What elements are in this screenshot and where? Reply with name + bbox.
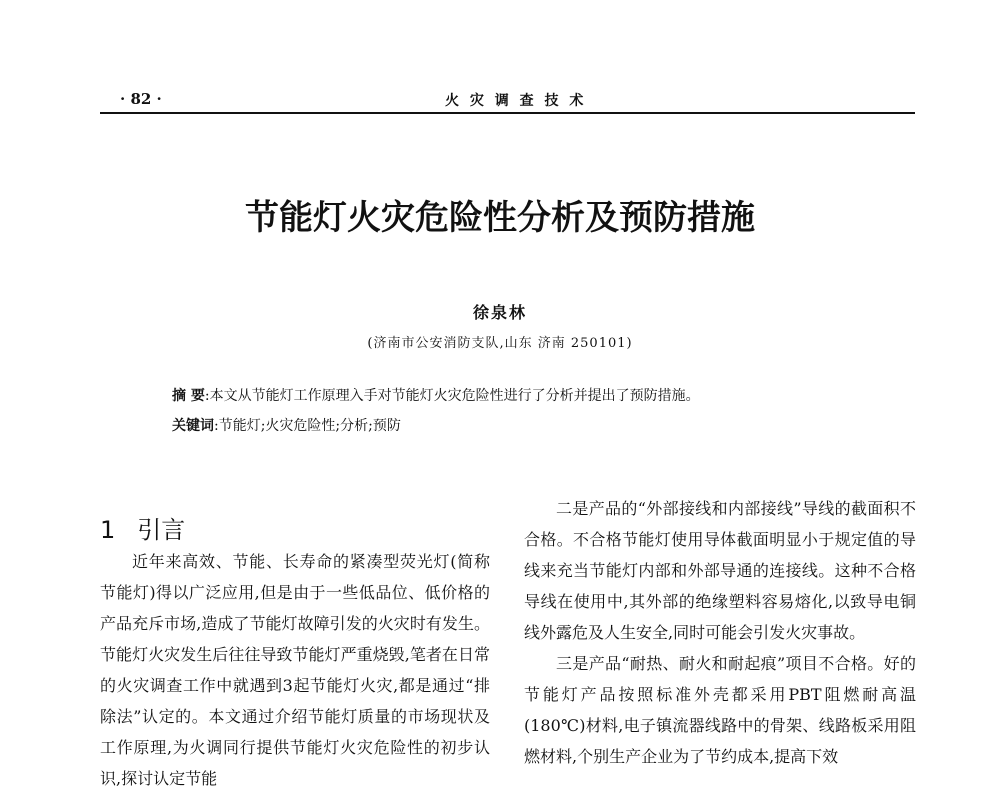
abstract	[172, 385, 700, 405]
left-column	[100, 546, 490, 788]
article-title: 节能灯火灾危险性分析及预防措施	[245, 198, 755, 238]
abstract-label: 摘 要	[172, 388, 205, 404]
right-column	[524, 493, 916, 766]
section-number: 1	[100, 516, 116, 544]
body-paragraph: 三是产品“耐热、耐火和耐起痕”项目不合格。好的节能灯产品按照标准外壳都采用PBT阻燃耐高温(180℃)材料,电子镇流器线路中的骨架、线路板采用阻燃材料,个别生产企业为了节约成本,提高下效	[524, 654, 916, 766]
page-number: · 82 ·	[120, 90, 162, 108]
author-name: 徐泉林	[472, 303, 527, 322]
abstract-text: :本文从节能灯工作原理入手对节能灯火灾危险性进行了分析并提出了预防措施。	[204, 388, 700, 404]
keywords-text: :节能灯;火灾危险性;分析;预防	[214, 418, 401, 434]
section-title: 引言	[137, 516, 186, 544]
body-paragraph: 近年来高效、节能、长寿命的紧凑型荧光灯(简称节能灯)得以广泛应用,但是由于一些低品位、低价格的产品充斥市场,造成了节能灯故障引发的火灾时有发生。节能灯火灾发生后往往导致节能灯严重烧毁,笔者在日常的火灾调查工作中就遇到3起节能灯火灾,都是通过“排除法”认定的。本文通过介绍节能灯质量的市场现状及工作原理,为火调同行提供节能灯火灾危险性的初步认识,探讨认定节能	[100, 552, 490, 788]
keywords	[172, 415, 401, 435]
keywords-label: 关键词	[172, 418, 214, 434]
running-header-journal: 火 灾 调 查 技 术	[445, 93, 587, 109]
header-rule	[100, 112, 915, 114]
author-affiliation: (济南市公安消防支队,山东 济南 250101)	[367, 336, 633, 351]
body-paragraph: 二是产品的“外部接线和内部接线”导线的截面积不合格。不合格节能灯使用导体截面明显小于规定值的导线来充当节能灯内部和外部导通的连接线。这种不合格导线在使用中,其外部的绝缘塑料容易熔化,以致导电铜线外露危及人生安全,同时可能会引发火灾事故。	[524, 499, 916, 642]
section-heading-introduction	[100, 510, 185, 545]
